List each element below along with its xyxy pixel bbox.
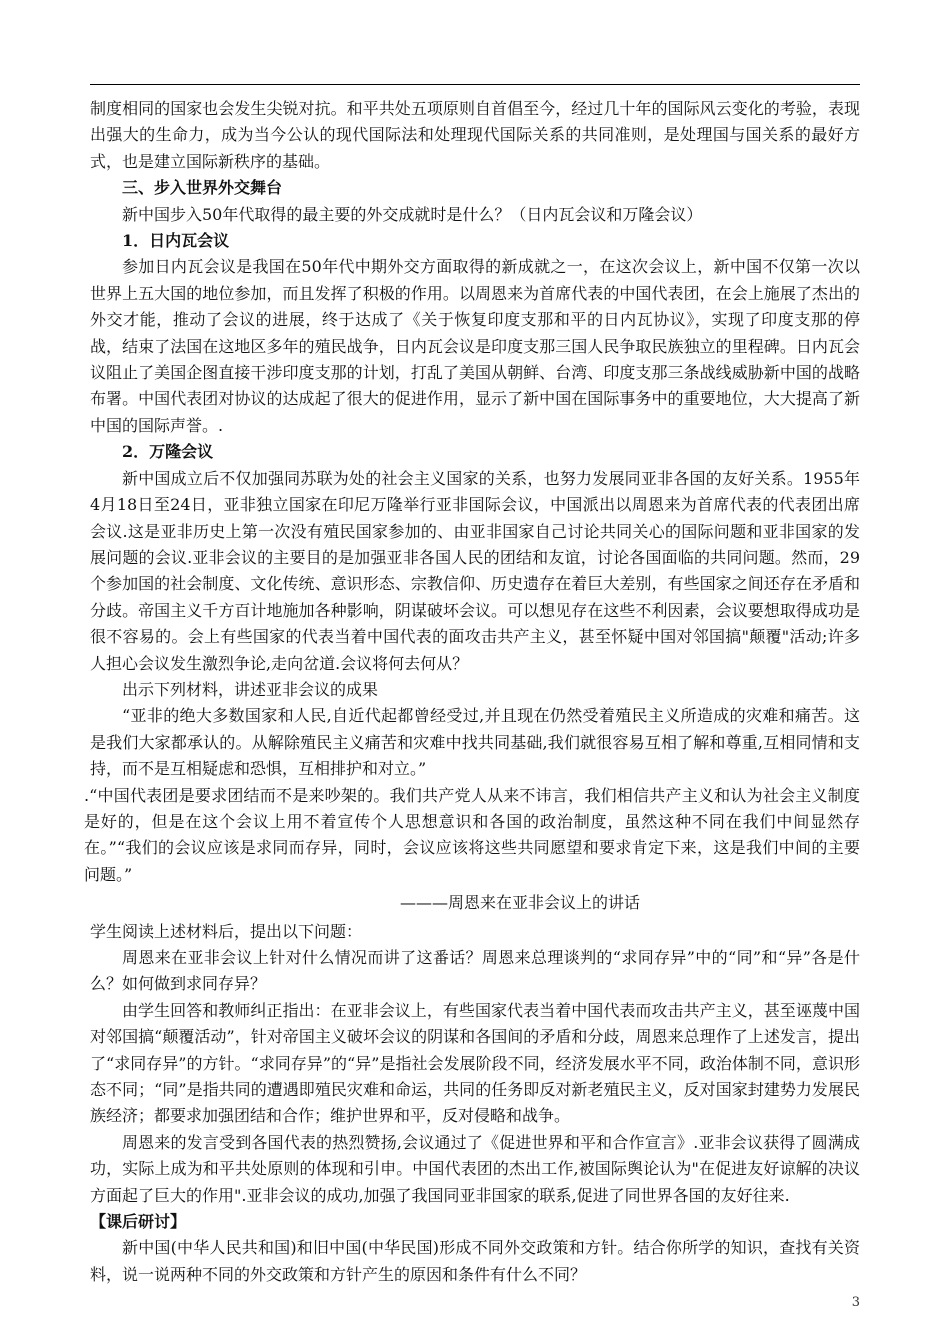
section-heading-world-diplomacy: 三、步入世界外交舞台 [122, 178, 283, 198]
paragraph-question-achievements: 新中国步入50年代取得的最主要的外交成就时是什么？（日内瓦会议和万隆会议） [122, 204, 703, 224]
paragraph-questions: 周恩来在亚非会议上针对什么情况而讲了这番话？周恩来总理谈判的“求同存异”中的“同”和“异”各是什么？如何做到求同存异？ [90, 948, 860, 994]
quote-chinese-delegation: .“中国代表团是要求团结而不是来吵架的。我们共产党人从来不讳言，我们相信共产主义和认为社会主义制度是好的，但是在这个会议上用不着宣传个人思想意识和各国的政治制度，虽然这种不同在我们中间显然存在。”“我们的会议应该是求同而存异，同时，会议应该将这些共同愿望和要求肯定下来，这是我们中间的主要问题。” [84, 785, 860, 884]
quote-asia-africa: “亚非的绝大多数国家和人民,自近代起都曾经受过,并且现在仍然受着殖民主义所造成的灾难和痛苦。这是我们大家都承认的。从解除殖民主义痛苦和灾难中找共同基础,我们就很容易互相了解和尊重,互相同情和支持，而不是互相疑虑和恐惧，互相排护和对立。” [90, 706, 860, 779]
paragraph-answer: 由学生回答和教师纠正指出：在亚非会议上，有些国家代表当着中国代表而攻击共产主义，甚至诬蔑中国对邻国搞“颠覆活动”，针对帝国主义破坏会议的阴谋和各国间的矛盾和分歧，周恩来总理作了上述发言，提出了“求同存异”的方针。“求同存异”的“异”是指社会发展阶段不同，经济发展水平不同，政治体制不同，意识形态不同；“同”是指共同的遭遇即殖民灾难和命运，共同的任务即反对新老殖民主义，反对国家封建势力发展民族经济；都要求加强团结和合作；维护世界和平，反对侵略和战争。 [90, 1000, 860, 1126]
section-heading-after-class: 【课后研讨】 [90, 1212, 187, 1232]
subheading-geneva-conference: 1．日内瓦会议 [122, 231, 230, 251]
paragraph-after-class-task: 新中国(中华人民共和国)和旧中国(中华民国)形成不同外交政策和方针。结合你所学的知识，查找有关资料，说一说两种不同的外交政策和方针产生的原因和条件有什么不同？ [90, 1238, 860, 1284]
quote-attribution: ———周恩来在亚非会议上的讲话 [399, 893, 640, 913]
paragraph-students-read: 学生阅读上述材料后，提出以下问题： [90, 921, 363, 941]
paragraph-bandung-conference: 新中国成立后不仅加强同苏联为处的社会主义国家的关系，也努力发展同亚非各国的友好关系。1955年4月18日至24日，亚非独立国家在印尼万隆举行亚非国际会议，中国派出以周恩来为首席代表的代表团出席会议.这是亚非历史上第一次没有殖民国家参加的、由亚非国家自己讨论共同关心的国际问题和亚非国家的发展问题的会议.亚非会议的主要目的是加强亚非各国人民的团结和友谊，讨论各国面临的共同问题。然而，29个参加国的社会制度、文化传统、意识形态、宗教信仰、历史遗存在着巨大差别，有些国家之间还存在矛盾和分歧。帝国主义千方百计地施加各种影响，阴谋破坏会议。可以想见存在这些不利因素，会议要想取得成功是很不容易的。会上有些国家的代表当着中国代表的面攻击共产主义，甚至怀疑中国对邻国搞"颠覆"活动;许多人担心会议发生激烈争论,走向岔道.会议将何去何从？ [90, 468, 860, 673]
paragraph-show-materials: 出示下列材料，讲述亚非会议的成果 [122, 679, 379, 699]
page-number: 3 [851, 1295, 860, 1310]
paragraph-geneva-conference: 参加日内瓦会议是我国在50年代中期外交方面取得的新成就之一，在这次会议上，新中国不仅第一次以世界上五大国的地位参加，而且发挥了积极的作用。以周恩来为首席代表的中国代表团，在会上施展了杰出的外交才能，推动了会议的进展，终于达成了《关于恢复印度支那和平的日内瓦协议》，实现了印度支那的停战，结束了法国在这地区多年的殖民战争，日内瓦会议是印度支那三国人民争取民族独立的里程碑。日内瓦会议阻止了美国企图直接干涉印度支那的计划，打乱了美国从朝鲜、台湾、印度支那三条战线威胁新中国的战略布署。中国代表团对协议的达成起了很大的促进作用，显示了新中国在国际事务中的重要地位，大大提高了新中国的国际声誉。. [90, 257, 860, 435]
header-rule [90, 84, 860, 85]
paragraph-intro-continuation: 制度相同的国家也会发生尖锐对抗。和平共处五项原则自首倡至今，经过几十年的国际风云变化的考验，表现出强大的生命力，成为当今公认的现代国际法和处理现代国际关系的共同准则，是处理国与国关系的最好方式，也是建立国际新秩序的基础。 [90, 99, 860, 171]
page-body [84, 96, 860, 1288]
subheading-bandung-conference: 2．万隆会议 [122, 442, 214, 462]
paragraph-conference-success: 周恩来的发言受到各国代表的热烈赞扬,会议通过了《促进世界和平和合作宣言》.亚非会议获得了圆满成功，实际上成为和平共处原则的体现和引申。中国代表团的杰出工作,被国际舆论认为"在促进友好谅解的决议方面起了巨大的作用".亚非会议的成功,加强了我国同亚非国家的联系,促进了同世界各国的友好往来. [90, 1132, 860, 1205]
